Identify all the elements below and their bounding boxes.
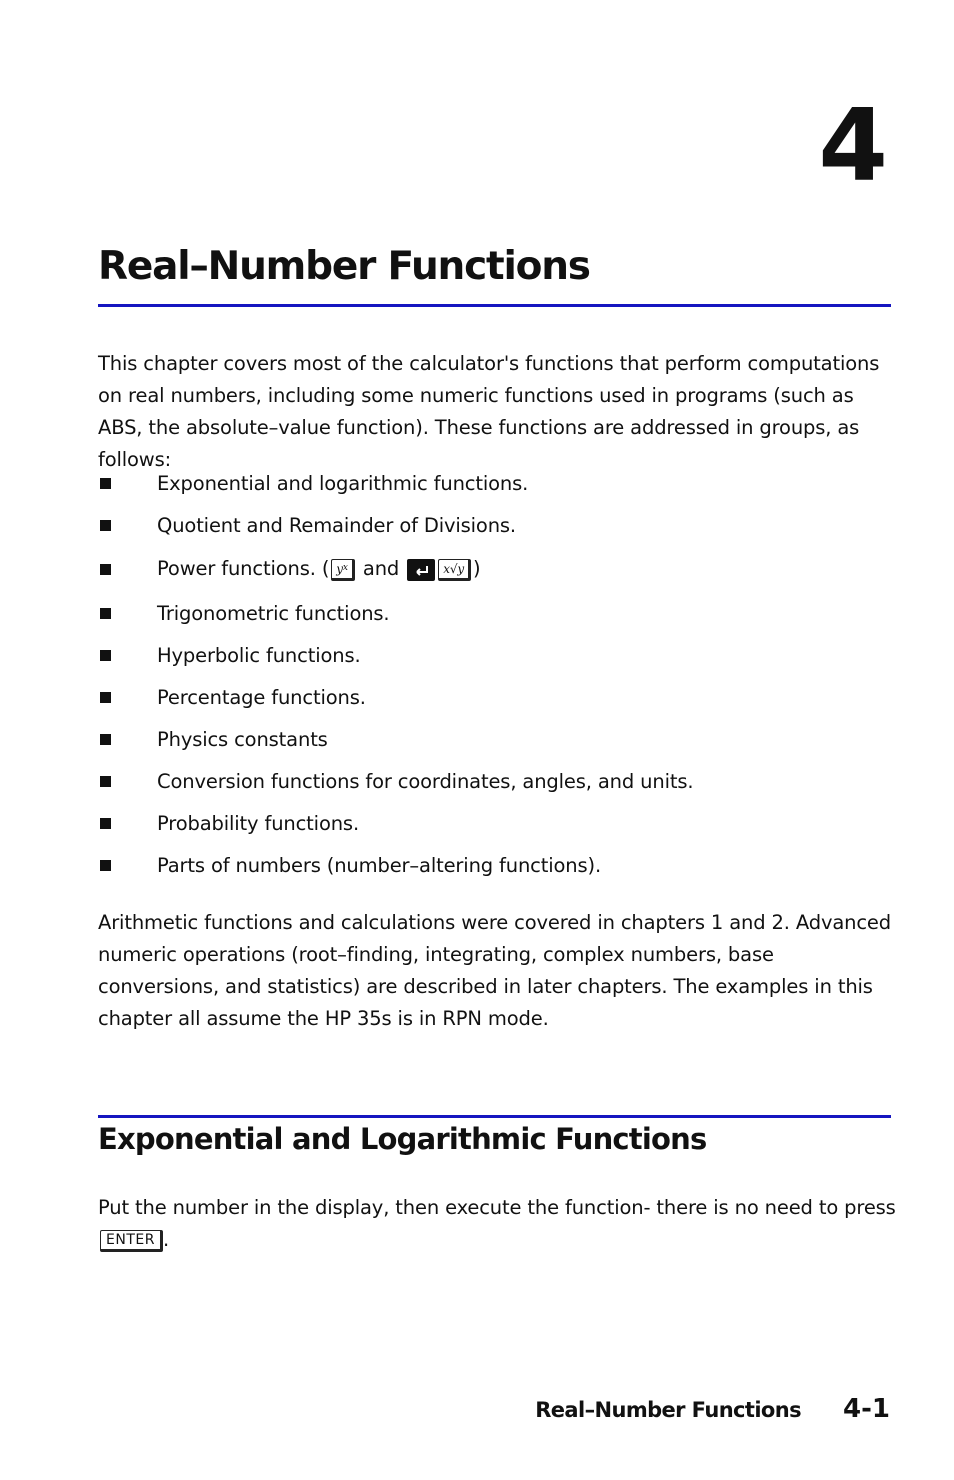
section-rule [98, 1115, 891, 1118]
root-key: x√y [438, 559, 471, 581]
section-heading: Exponential and Logarithmic Functions [98, 1122, 707, 1156]
yx-key-exponent: x [342, 563, 348, 574]
list-item [98, 634, 898, 676]
yx-key-base: y [336, 561, 343, 576]
title-rule [98, 304, 891, 307]
list-item [98, 844, 898, 886]
square-bullet-icon [100, 818, 111, 829]
chapter-title: Real–Number Functions [98, 244, 590, 289]
list-item-text: Hyperbolic functions. [157, 643, 361, 667]
square-bullet-icon [100, 776, 111, 787]
list-item [98, 760, 898, 802]
enter-key: ENTER [100, 1230, 163, 1252]
list-item-text: Probability functions. [157, 811, 359, 835]
list-item-text: Percentage functions. [157, 685, 366, 709]
power-prefix: Power functions. ( [157, 557, 330, 581]
list-item-text: Quotient and Remainder of Divisions. [157, 513, 516, 537]
intro-paragraph: This chapter covers most of the calculator's functions that perform computations on real numbers, including some numeric functions used in programs (such as ABS, the absolute–value function). These functions are addressed in groups, as follows: [98, 352, 880, 471]
list-item-text: Trigonometric functions. [157, 601, 390, 625]
list-item-text: Physics constants [157, 727, 328, 751]
section-paragraph [98, 1192, 898, 1256]
square-bullet-icon [100, 692, 111, 703]
function-group-list [98, 462, 898, 886]
list-item [98, 676, 898, 718]
arithmetic-paragraph: Arithmetic functions and calculations were covered in chapters 1 and 2. Advanced numeric operations (root–finding, integrating, complex numbers, base conversions, and statistics) are described in later chapters. The examples in this chapter all assume the HP 35s is in RPN mode. [98, 911, 891, 1030]
section-text-end: . [162, 1228, 170, 1251]
square-bullet-icon [100, 564, 111, 575]
square-bullet-icon [100, 608, 111, 619]
yx-key [331, 559, 355, 581]
list-item [98, 546, 898, 592]
chapter-number: 4 [818, 87, 888, 204]
list-item-text [157, 557, 480, 581]
list-item [98, 592, 898, 634]
list-item-text: Exponential and logarithmic functions. [157, 471, 529, 495]
list-item [98, 462, 898, 504]
power-and: and [356, 557, 406, 581]
page-number: 4-1 [843, 1394, 890, 1424]
page-footer [535, 1394, 890, 1424]
power-suffix: ) [472, 557, 481, 581]
square-bullet-icon [100, 520, 111, 531]
square-bullet-icon [100, 860, 111, 871]
list-item [98, 718, 898, 760]
list-item-text: Conversion functions for coordinates, angles, and units. [157, 769, 694, 793]
list-item [98, 802, 898, 844]
square-bullet-icon [100, 650, 111, 661]
square-bullet-icon [100, 478, 111, 489]
list-item-text: Parts of numbers (number–altering functions). [157, 853, 602, 877]
section-text: Put the number in the display, then execute the function- there is no need to press [98, 1196, 896, 1219]
footer-chapter-label: Real–Number Functions [535, 1398, 802, 1422]
left-shift-arrow-icon [407, 559, 435, 581]
square-bullet-icon [100, 734, 111, 745]
list-item [98, 504, 898, 546]
